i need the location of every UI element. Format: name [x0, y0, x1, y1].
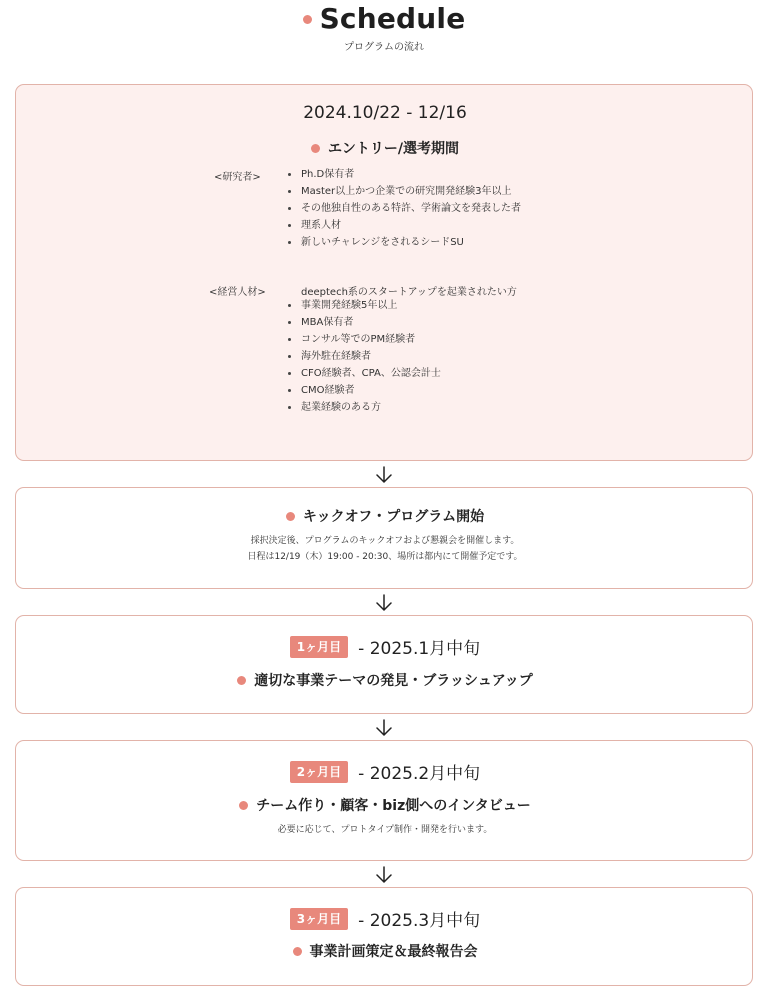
- bullet-dot-icon: [286, 512, 295, 521]
- list-item: 海外駐在経験者: [301, 348, 441, 365]
- business-label: <経営人材>: [209, 287, 266, 298]
- list-item: Master以上かつ企業での研究開発経験3年以上: [301, 183, 521, 200]
- page-header: [0, 4, 768, 53]
- month1-heading-text: 適切な事業テーマの発見・ブラッシュアップ: [254, 673, 533, 689]
- list-item: 新しいチャレンジをされるシードSU: [301, 234, 521, 251]
- title-row: [0, 4, 768, 34]
- entry-heading: [16, 138, 754, 158]
- month3-period: - 2025.3月中旬: [358, 911, 481, 931]
- researcher-label: <研究者>: [214, 172, 261, 183]
- month3-card: [15, 887, 753, 986]
- list-item: その他独自性のある特許、学術論文を発表した者: [301, 200, 521, 217]
- list-item: Ph.D保有者: [301, 166, 521, 183]
- month1-heading: [16, 670, 754, 690]
- list-item: 起業経験のある方: [301, 399, 441, 416]
- bullet-dot-icon: [303, 15, 312, 24]
- bullet-dot-icon: [311, 144, 320, 153]
- list-item: 理系人材: [301, 217, 521, 234]
- arrow-down-icon: [374, 593, 394, 613]
- kickoff-desc-line1: 採択決定後、プログラムのキックオフおよび懇親会を開催します。: [250, 536, 520, 546]
- list-item: 事業開発経験5年以上: [301, 297, 441, 314]
- month1-card: [15, 615, 753, 714]
- page-title: Schedule: [319, 2, 466, 35]
- bullet-dot-icon: [239, 801, 248, 810]
- month2-period: - 2025.2月中旬: [358, 764, 481, 784]
- month-badge: 1ヶ月目: [290, 636, 348, 658]
- bullet-dot-icon: [237, 676, 246, 685]
- kickoff-heading-text: キックオフ・プログラム開始: [302, 509, 485, 525]
- month3-row: [16, 906, 754, 931]
- month2-desc: 必要に応じて、プロトタイプ制作・開発を行います。: [277, 825, 493, 835]
- month3-heading: [16, 941, 754, 961]
- month1-period: - 2025.1月中旬: [358, 639, 481, 659]
- list-item: MBA保有者: [301, 314, 441, 331]
- month2-heading: [16, 795, 754, 815]
- arrow-down-icon: [374, 718, 394, 738]
- arrow-down-icon: [374, 865, 394, 885]
- list-item: CMO経験者: [301, 382, 441, 399]
- month2-heading-text: チーム作り・顧客・biz側へのインタビュー: [256, 798, 531, 814]
- researcher-list: [301, 166, 521, 251]
- entry-period: 2024.10/22 - 12/16: [303, 103, 467, 123]
- entry-card: [15, 84, 753, 461]
- page-subtitle: プログラムの流れ: [344, 42, 424, 53]
- month3-heading-text: 事業計画策定＆最終報告会: [309, 944, 478, 960]
- month-badge: 3ヶ月目: [290, 908, 348, 930]
- list-item: コンサル等でのPM経験者: [301, 331, 441, 348]
- list-item: CFO経験者、CPA、公認会計士: [301, 365, 441, 382]
- month1-row: [16, 634, 754, 659]
- arrow-down-icon: [374, 465, 394, 485]
- kickoff-card: [15, 487, 753, 589]
- month2-card: [15, 740, 753, 861]
- kickoff-heading: [16, 506, 754, 526]
- month-badge: 2ヶ月目: [290, 761, 348, 783]
- bullet-dot-icon: [293, 947, 302, 956]
- business-list: [301, 297, 441, 416]
- kickoff-desc: [16, 533, 754, 565]
- kickoff-desc-line2: 日程は12/19（木）19:00 - 20:30、場所は都内にて開催予定です。: [247, 552, 523, 562]
- month2-row: [16, 759, 754, 784]
- entry-heading-text: エントリー/選考期間: [327, 141, 460, 157]
- business-lead: deeptech系のスタートアップを起業されたい方: [301, 287, 517, 298]
